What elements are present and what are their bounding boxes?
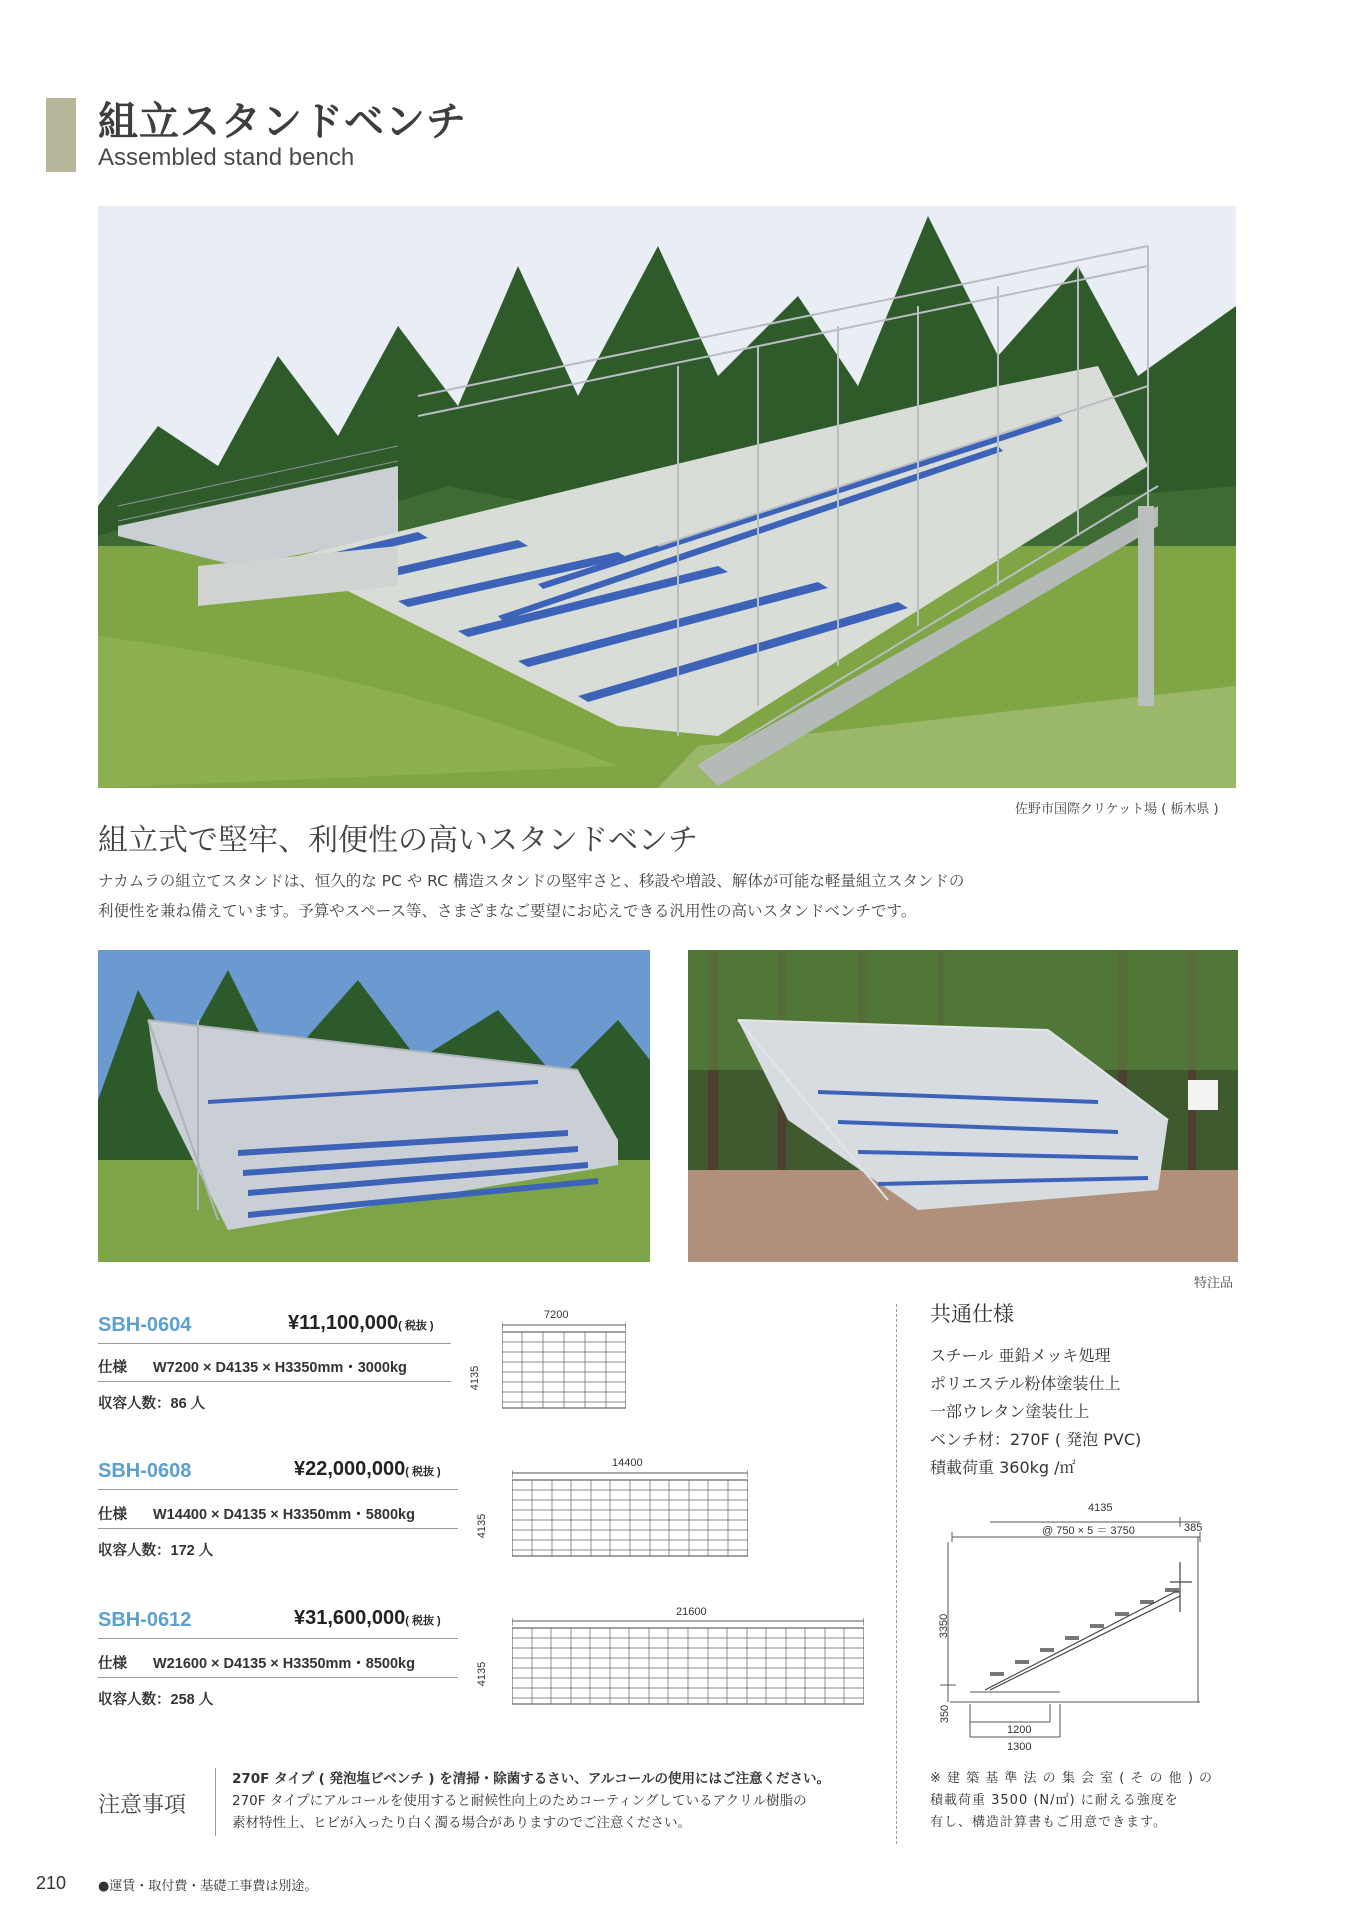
title-accent-bar (46, 98, 76, 172)
product-capacity-3: 収容人数：258 人 (98, 1692, 214, 1708)
plan-depth-label-1: 4135 (469, 1365, 482, 1391)
product-rule-3a (98, 1638, 458, 1639)
price-tax-note: ( 税抜 ) (398, 1320, 434, 1332)
plan-width-label-1: 7200 (544, 1309, 569, 1321)
page-number: 210 (36, 1873, 67, 1893)
main-photo (98, 206, 1236, 788)
plan-drawing-3 (512, 1618, 864, 1706)
spec-label: 仕様 (98, 1656, 127, 1672)
plan-depth-label-2: 4135 (476, 1513, 489, 1539)
spec-value: W21600 × D4135 × H3350mm・8500kg (153, 1656, 415, 1672)
sub-photo-left (98, 950, 650, 1262)
product-model-2: SBH-0608 (98, 1460, 192, 1482)
intro-line-1: ナカムラの組立てスタンドは、恒久的な PC や RC 構造スタンドの堅牢さと、移設や増設、解体が可能な軽量組立スタンドの (98, 872, 965, 890)
caution-divider (215, 1768, 216, 1836)
common-spec-item: ポリエステル粉体塗装仕上 (930, 1374, 1121, 1393)
product-model-3: SBH-0612 (98, 1609, 192, 1631)
spec-label: 仕様 (98, 1360, 127, 1376)
product-rule-2b (98, 1528, 458, 1529)
diagram-total-depth: 4135 (1088, 1502, 1113, 1514)
plan-width-label-3: 21600 (676, 1606, 707, 1618)
diagram-height: 3350 (938, 1613, 951, 1639)
common-spec-item: 積載荷重 360kg /㎡ (930, 1458, 1076, 1477)
structure-footnote (930, 1768, 1213, 1834)
footer-note: ●運賃・取付費・基礎工事費は別途。 (98, 1879, 318, 1894)
intro-text (98, 866, 1048, 926)
spec-value: W7200 × D4135 × H3350mm・3000kg (153, 1360, 407, 1376)
product-price-1 (288, 1312, 434, 1335)
price-value: ¥31,600,000 (294, 1607, 406, 1629)
plan-depth-label-3: 4135 (476, 1661, 489, 1687)
diagram-step2: 1300 (1007, 1741, 1032, 1753)
product-rule-2a (98, 1489, 458, 1490)
main-photo-caption: 佐野市国際クリケット場 ( 栃木県 ) (1015, 802, 1219, 817)
product-capacity-2: 収容人数：172 人 (98, 1543, 214, 1559)
caution-line: 270F タイプ ( 発泡塩ビベンチ ) を清掃・除菌するさい、アルコールの使用にはご注意ください。 (232, 1771, 830, 1787)
sub-photo-caption: 特注品 (1194, 1276, 1234, 1291)
spec-label: 仕様 (98, 1507, 127, 1523)
diagram-step1: 1200 (1007, 1724, 1032, 1736)
intro-line-2: 利便性を兼ね備えています。予算やスペース等、さまざまなご要望にお応えできる汎用性の高いスタンドベンチです。 (98, 902, 917, 920)
footnote-line: 積載荷重 3500 (N/㎡) に耐える強度を (930, 1793, 1179, 1808)
intro-headline: 組立式で堅牢、利便性の高いスタンドベンチ (98, 823, 698, 858)
common-spec-item: ベンチ材：270F ( 発泡 PVC) (930, 1430, 1142, 1449)
product-capacity-1: 収容人数：86 人 (98, 1396, 206, 1412)
page-subtitle: Assembled stand bench (98, 144, 355, 171)
diagram-end: 385 (1184, 1522, 1203, 1534)
price-tax-note: ( 税抜 ) (405, 1615, 441, 1627)
product-rule-1b (98, 1381, 451, 1382)
common-spec-item: 一部ウレタン塗装仕上 (930, 1402, 1090, 1421)
diagram-pitch: @ 750 × 5 ＝ 3750 (1042, 1525, 1135, 1537)
common-spec-title: 共通仕様 (930, 1302, 1014, 1326)
price-tax-note: ( 税抜 ) (405, 1466, 441, 1478)
caution-line: 270F タイプにアルコールを使用すると耐候性向上のためコーティングしているアクリル樹脂の (232, 1793, 807, 1809)
product-spec-1 (98, 1356, 407, 1377)
price-value: ¥22,000,000 (294, 1458, 406, 1480)
column-divider (896, 1304, 898, 1844)
spec-value: W14400 × D4135 × H3350mm・5800kg (153, 1507, 415, 1523)
product-model-1: SBH-0604 (98, 1314, 192, 1336)
plan-drawing-2 (512, 1470, 748, 1558)
price-value: ¥11,100,000 (288, 1312, 399, 1334)
footnote-line: ※ 建 築 基 準 法 の 集 会 室 ( そ の 他 ) の (930, 1771, 1214, 1786)
diagram-base: 350 (939, 1704, 952, 1724)
sub-photo-right (688, 950, 1238, 1262)
plan-drawing-1 (502, 1322, 626, 1410)
common-spec-item: スチール 亜鉛メッキ処理 (930, 1346, 1111, 1365)
product-price-3 (294, 1607, 441, 1630)
caution-line: 素材特性上、ヒビが入ったり白く濁る場合がありますのでご注意ください。 (232, 1815, 691, 1831)
product-rule-3b (98, 1677, 458, 1678)
caution-title: 注意事項 (98, 1793, 187, 1818)
product-spec-3 (98, 1652, 415, 1673)
product-spec-2 (98, 1503, 415, 1524)
plan-width-label-2: 14400 (612, 1457, 643, 1469)
common-spec-list (930, 1342, 1141, 1482)
product-price-2 (294, 1458, 441, 1481)
footnote-line: 有し、構造計算書もご用意できます。 (930, 1815, 1167, 1830)
caution-text (232, 1768, 830, 1834)
product-rule-1a (98, 1343, 451, 1344)
page-title: 組立スタンドベンチ (98, 99, 467, 145)
